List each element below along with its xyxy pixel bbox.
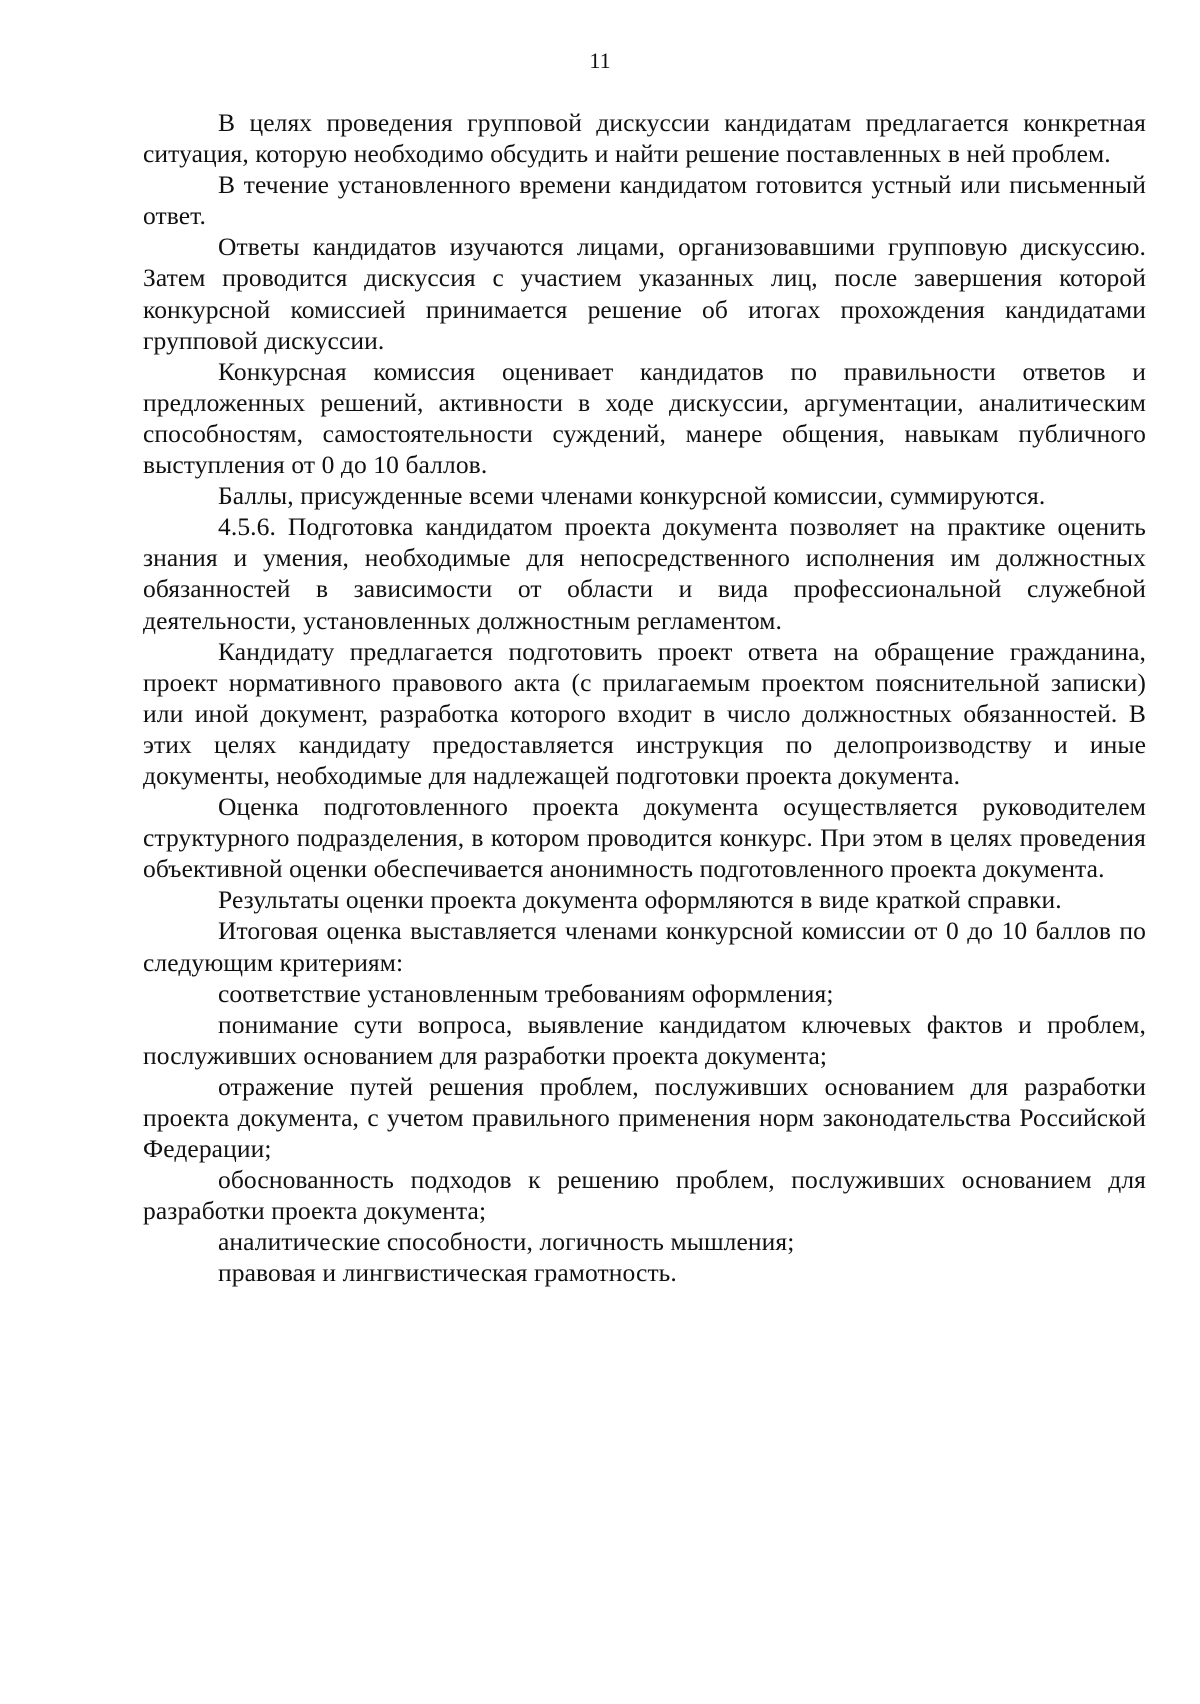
paragraph: Оценка подготовленного проекта документа осуществляется руководителем структурного подразделения, в котором проводится конкурс. При этом в целях проведения объективной оценки обеспечивается анонимность подготовленного проекта документа. [143, 792, 1146, 884]
section-paragraph: 4.5.6. Подготовка кандидатом проекта документа позволяет на практике оценить знания и умения, необходимые для непосредственного исполнения им должностных обязанностей в зависимости от области и вида профессиональной служебной деятельности, установленных должностным регламентом. [143, 512, 1146, 635]
paragraph: В целях проведения групповой дискуссии кандидатам предлагается конкретная ситуация, которую необходимо обсудить и найти решение поставленных в ней проблем. [143, 108, 1146, 169]
page-number: 11 [589, 48, 611, 73]
paragraph: Ответы кандидатов изучаются лицами, организовавшими групповую дискуссию. Затем проводится дискуссия с участием указанных лиц, после завершения которой конкурсной комиссией принимается решение об итогах прохождения кандидатами групповой дискуссии. [143, 232, 1146, 355]
criteria-item: аналитические способности, логичность мышления; [218, 1227, 795, 1257]
paragraph: Баллы, присужденные всеми членами конкурсной комиссии, суммируются. [218, 481, 1046, 511]
paragraph: Результаты оценки проекта документа оформляются в виде краткой справки. [218, 885, 1062, 915]
criteria-item: понимание сути вопроса, выявление кандидатом ключевых фактов и проблем, послуживших основанием для разработки проекта документа; [143, 1009, 1146, 1070]
paragraph: Кандидату предлагается подготовить проект ответа на обращение гражданина, проект нормативного правового акта (с прилагаемым проектом пояснительной записки) или иной документ, разработка которого входит в число должностных обязанностей. В этих целях кандидату предоставляется инструкция по делопроизводству и иные документы, необходимые для надлежащей подготовки проекта документа. [143, 636, 1146, 790]
document-body [143, 107, 1146, 1289]
paragraph: В течение установленного времени кандидатом готовится устный или письменный ответ. [143, 170, 1146, 231]
paragraph: Конкурсная комиссия оценивает кандидатов по правильности ответов и предложенных решений, активности в ходе дискуссии, аргументации, аналитическим способностям, самостоятельности суждений, манере общения, навыкам публичного выступления от 0 до 10 баллов. [143, 356, 1146, 480]
criteria-item: соответствие установленным требованиям оформления; [218, 978, 834, 1008]
paragraph: Итоговая оценка выставляется членами конкурсной комиссии от 0 до 10 баллов по следующим критериям: [143, 916, 1146, 977]
criteria-item: отражение путей решения проблем, послуживших основанием для разработки проекта документа, с учетом правильного применения норм законодательства Российской Федерации; [143, 1071, 1146, 1164]
criteria-item: правовая и лингвистическая грамотность. [218, 1258, 677, 1288]
criteria-item: обоснованность подходов к решению проблем, послуживших основанием для разработки проекта документа; [143, 1165, 1146, 1226]
